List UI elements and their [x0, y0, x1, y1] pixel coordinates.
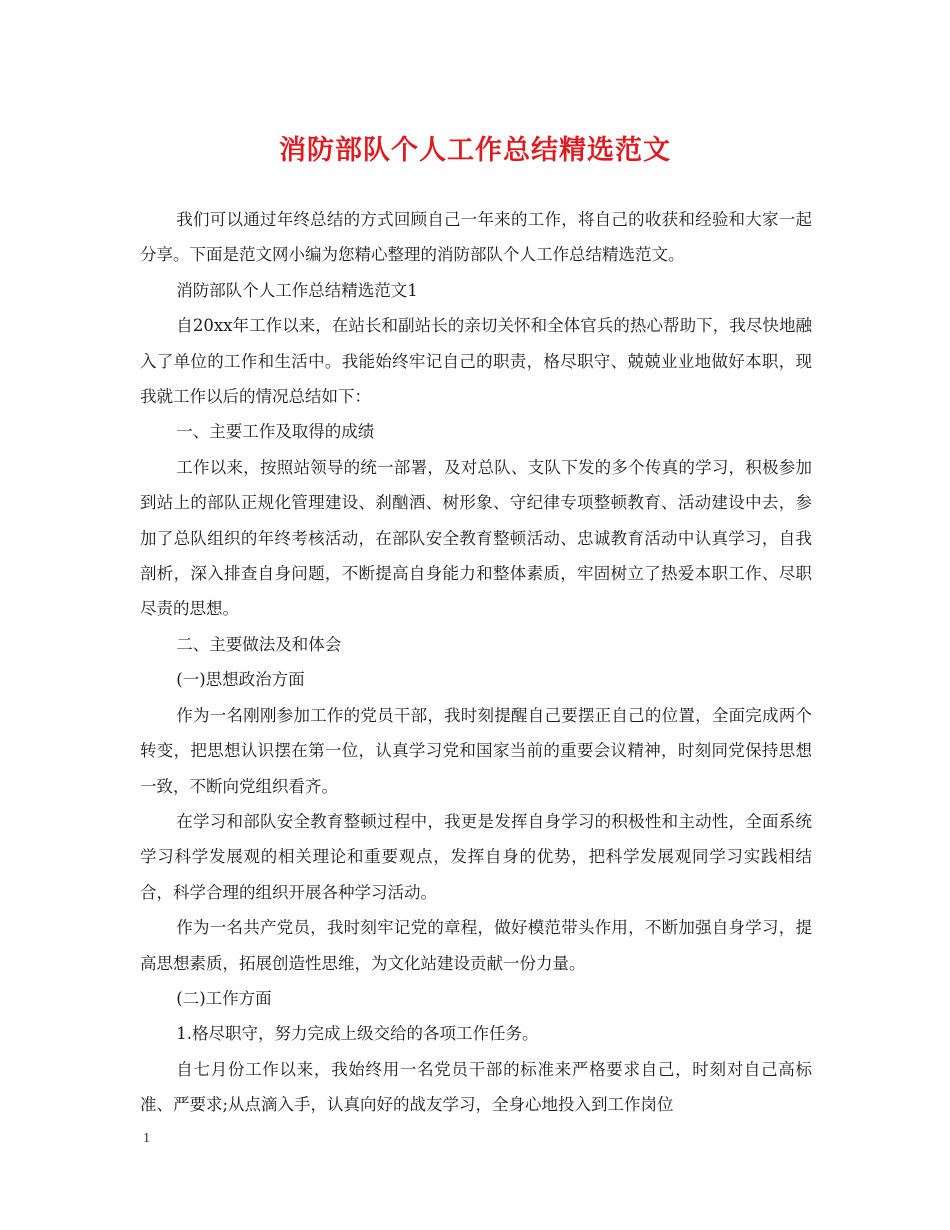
page-number: 1	[143, 1131, 150, 1146]
list-item: 1.格尽职守，努力完成上级交给的各项工作任务。	[176, 1024, 539, 1044]
subsection-heading: (一)思想政治方面	[176, 670, 305, 690]
paragraph: 作为一名刚刚参加工作的党员干部，我时刻提醒自己要摆正自己的位置，全面完成两个转变，把思想认识摆在第一位，认真学习党和国家当前的重要会议精神，时刻同党保持思想一致，不断向党组织看齐。	[140, 705, 812, 796]
paragraph: 自20xx年工作以来，在站长和副站长的亲切关怀和全体官兵的热心帮助下，我尽快地融入了单位的工作和生活中。我能始终牢记自己的职责，格尽职守、兢兢业业地做好本职，现我就工作以后的情况总结如下：	[140, 316, 812, 407]
section-heading: 二、主要做法及和体会	[176, 634, 342, 654]
paragraph: 作为一名共产党员，我时刻牢记党的章程，做好模范带头作用，不断加强自身学习，提高思想素质，拓展创造性思维，为文化站建设贡献一份力量。	[140, 918, 812, 973]
section-heading: 一、主要工作及取得的成绩	[176, 422, 375, 442]
paragraph-intro: 我们可以通过年终总结的方式回顾自己一年来的工作，将自己的收获和经验和大家一起分享。下面是范文网小编为您精心整理的消防部队个人工作总结精选范文。	[140, 210, 812, 265]
paragraph-subtitle: 消防部队个人工作总结精选范文1	[176, 280, 418, 300]
paragraph: 在学习和部队安全教育整顿过程中，我更是发挥自身学习的积极性和主动性，全面系统学习科学发展观的相关理论和重要观点，发挥自身的优势，把科学发展观同学习实践相结合，科学合理的组织开展各种学习活动。	[140, 811, 812, 902]
subsection-heading: (二)工作方面	[176, 988, 272, 1008]
paragraph: 工作以来，按照站领导的统一部署，及对总队、支队下发的多个传真的学习，积极参加到站上的部队正规化管理建设、刹酗酒、树形象、守纪律专项整顿教育、活动建设中去，参加了总队组织的年终考核活动，在部队安全教育整顿活动、忠诚教育活动中认真学习，自我剖析，深入排查自身问题，不断提高自身能力和整体素质，牢固树立了热爱本职工作、尽职尽责的思想。	[140, 457, 812, 619]
document-title: 消防部队个人工作总结精选范文	[279, 135, 671, 166]
document-body	[140, 202, 812, 1123]
paragraph: 自七月份工作以来，我始终用一名党员干部的标准来严格要求自己，时刻对自己高标准、严要求;从点滴入手，认真向好的战友学习，全身心地投入到工作岗位	[140, 1059, 812, 1115]
